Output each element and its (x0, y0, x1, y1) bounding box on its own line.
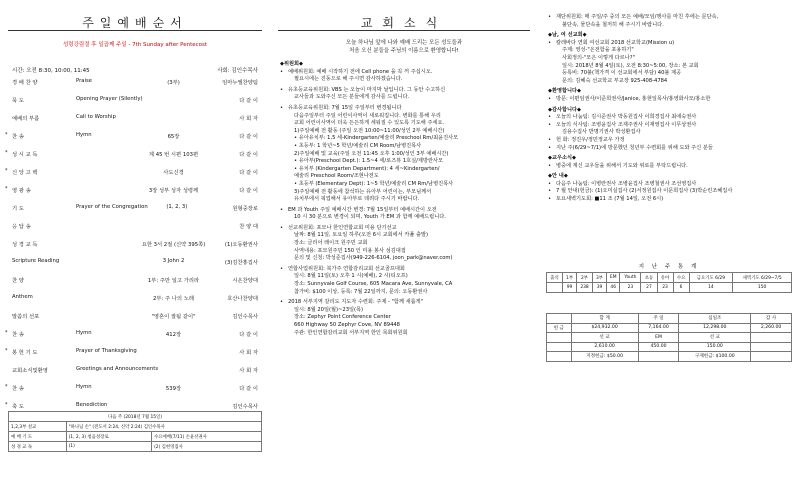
order-item-label: 성 시 교 독 (12, 152, 38, 158)
news-line: 일시: 2018년 8월 4일(토), 오전 8:30~5:00, 장소: 본 교회 (562, 62, 699, 69)
intro-line: 오늘 하나님 앞에 나와 예배 드리는 모든 성도들과 (345, 40, 463, 46)
order-item-english: Greetings and Announcements (76, 366, 159, 372)
order-row (12, 222, 258, 240)
news-line: 10 시 30 분으로 변경이 되며, Youth 가 EM 과 함께 예배드립니다. (294, 214, 446, 221)
committee-section (280, 61, 532, 337)
attendance-value: 23 (657, 283, 673, 293)
schedule-cell: (1) (66, 442, 152, 452)
schedule-cell: (2) 김현영집사 (152, 442, 262, 452)
order-item-english: Prayer of Thanksgiving (76, 348, 137, 354)
attendance-header: 초등 (641, 273, 657, 283)
order-meta (12, 66, 258, 74)
worship-star-marker: * (5, 330, 8, 336)
order-item-leader: 다 같 이 (239, 134, 258, 140)
order-item-label: 봉 헌 기 도 (12, 350, 38, 356)
news-line: 장소: Sunnyvale Golf Course, 605 Macara Ave, Sunnyvale, CA (294, 281, 453, 288)
stats-title: 지 난 주 통 계 (638, 264, 700, 270)
section-heading: ◆교우소식◆ (548, 155, 577, 162)
title-divider (8, 30, 262, 31)
news-item: • 오늘의 나눔팀: 김시준권사 박동원집사 이희경집사 최애숙권사 (548, 114, 792, 122)
order-item-detail: "영혼이 잘됨 같이" (151, 314, 196, 320)
offering-value: $24,932.00 (571, 323, 638, 333)
news-line: 2)주일예배 및 교육(주일 오전 11:45 오후 1:00/성인 3부 예배시간) (294, 150, 449, 157)
order-item-leader: 김인수목사 (232, 404, 258, 410)
church-news (270, 0, 538, 486)
order-row (5, 132, 258, 150)
attendance-header: EM (607, 273, 620, 283)
news-line: 3)주일예배 전 활동에 참석하는 유아부 어린이는, 부모님께서 (294, 188, 432, 195)
order-item-detail: 요한 3서 2절 (신약 395쪽) (141, 242, 206, 248)
offering-header: 십일조 (679, 314, 751, 324)
news-item: • EM 과 Youth 주일 예배시간 변경: 7월 15일부터 예배시간이 오전 (280, 207, 532, 215)
offering-header: 선 교 (679, 333, 751, 343)
offering-value: 구제헌금: $100.00 (679, 352, 751, 362)
section-heading: ◆안 내◆ (548, 173, 568, 180)
order-item-detail: 제 45 번 시편 103편 (148, 152, 199, 158)
offering-value: 지정헌금: $50.00 (571, 352, 638, 362)
news-item: • 유초등교육위원회: 7월 15일 주일부터 변경됩니다 (280, 105, 532, 113)
order-list (0, 78, 270, 420)
offering-header (547, 333, 572, 343)
news-line: 날짜: 8월 11일, 토요일 하루(오전 6시 교회에서 카풀 출발) (294, 232, 429, 239)
worship-star-marker: * (5, 150, 8, 156)
order-item-leader: 호산나찬양대 (227, 296, 258, 302)
order-row (5, 330, 258, 348)
news-line: 김용수집사 반명기권사 박성환집사 (562, 129, 641, 136)
news-line: • 유아유치부: 1,5 세-Kindergarten/예술리 Preschool Rm/최윤진사모 (294, 135, 459, 142)
offering-value: 450.00 (638, 342, 679, 352)
news-divider (278, 30, 530, 31)
news-item: • 7 월 안내(헌금): (1)오미실집사 (2)서정원집사 이문희집사 (3)박순린조혜집사 (548, 188, 792, 196)
attendance-header: 3부 (593, 273, 607, 283)
schedule-cell: (1, 2, 3) 청음성장로 (66, 432, 152, 442)
news-line: 문의: 김혜숙 선교학교 부교장 925-408-4784 (562, 77, 668, 84)
order-item-label: 영 광 송 (12, 188, 31, 194)
news-line: • 유치부 (Kindergarten Department): 4 세~Kindergarten/ (294, 165, 440, 172)
order-item-label: 찬 송 (12, 332, 24, 338)
order-item-leader: (3)김찬홍집사 (224, 260, 258, 266)
news-line: 660 Highway 50 Zephyr Cove, NV 89448 (294, 322, 400, 328)
offering-table (546, 313, 792, 362)
news-item: • 헌 화: 정진우/정민정교우 가정 (548, 137, 792, 145)
order-item-leader: 다 같 이 (239, 386, 258, 392)
welcome-intro (270, 39, 538, 55)
section-heading: ◆남, 여 선교회◆ (548, 32, 587, 39)
worship-star-marker: * (5, 132, 8, 138)
offering-header: EM (638, 333, 679, 343)
order-item-leader: 사 회 자 (239, 350, 258, 356)
order-item-label: 말씀의 선포 (12, 314, 40, 320)
order-item-english: Hymn (76, 132, 92, 138)
order-row (12, 366, 258, 384)
attendance-header: 출석 (547, 273, 563, 283)
order-item-leader: 찬 양 대 (239, 224, 258, 230)
news-line: 사회정의-"모은 이렇게 다르나?" (562, 54, 635, 61)
schedule-header: 다음 주 (2018년 7월 15일) (9, 412, 262, 422)
order-row (12, 204, 258, 222)
attendance-header: 유아 (657, 273, 673, 283)
news-item: • 예배위원회: 예배 시작하기 전에 Cell phone 을 꼭 꺼 주십시오. (280, 69, 532, 77)
order-item-detail: 2부: 주 나의 노래 (153, 296, 194, 302)
order-item-leader: 다 같 이 (239, 170, 258, 176)
order-item-label: 경 배 찬 양 (12, 80, 38, 86)
order-item-leader: 사 회 자 (239, 116, 258, 122)
attendance-header: 새벽기도 6/29~7/5 (733, 273, 792, 283)
order-item-label: 찬 송 (12, 134, 24, 140)
order-item-english: Hymn (76, 384, 92, 390)
order-item-leader: 다 같 이 (239, 98, 258, 104)
order-item-leader: 다 같 이 (239, 188, 258, 194)
right-news (548, 14, 792, 204)
news-line: 1)주일예배 전 활동 (주일 오전 10:00~11:00/성인 2부 예배시간) (294, 127, 445, 134)
order-item-leader: 시온찬양대 (232, 278, 258, 284)
presider: 사회: 김인수목사 (217, 68, 258, 74)
order-item-label: 찬 양 (12, 278, 24, 284)
order-item-leader: (1)오동환권사 (224, 242, 258, 248)
news-line: 예술리 Preschool Room/조현나전도 (294, 173, 379, 180)
offering-value (751, 342, 792, 352)
news-line: 주관: 한인연합감리교회 서부지역 한인 목회위원회 (294, 329, 408, 336)
news-item: • 연합사업위원회: 북가주 연합감리교회 선교골프대회 (280, 266, 532, 274)
order-item-english: Hymn (76, 330, 92, 336)
worship-star-marker: * (5, 348, 8, 354)
order-item-leader: 다 같 이 (239, 332, 258, 338)
news-line: 장소: Zephyr Point Conference Center (294, 314, 391, 321)
order-title: 주일예배순서 (82, 16, 188, 30)
attendance-value: 14 (689, 283, 733, 293)
schedule-cell: 수요예배(7/11) 손윤선권사 (152, 432, 262, 442)
news-line: 사역내용: 포모원주민 150 인 미용 봉사 섬김대접 (294, 247, 406, 254)
order-item-leader: 임마누엘찬양팀 (222, 80, 258, 86)
news-line: 다음주일부터 주일 어린이사역이 새로워집니다. 변화를 통해 우리 (294, 112, 441, 119)
order-item-label: 찬 송 (12, 386, 24, 392)
order-row (12, 312, 258, 330)
order-item-leader: 원형중장로 (232, 206, 258, 212)
offering-value: 150.00 (679, 342, 751, 352)
news-line: • 초등부 (Elementary Dept): 1~5 학년/예술리 CM Rm/남병진목사 (294, 180, 454, 187)
order-item-english: Prayer of the Congregation (76, 204, 148, 210)
order-item-label: 묵 도 (12, 98, 24, 104)
news-item: • 칼레바다 연회 여선교회 2018 선교학교(Mission u) (548, 40, 792, 48)
order-row (12, 276, 258, 294)
attendance-header: 2부 (577, 273, 593, 283)
news-line: 필요시에는 진동으로 해 주시면 감사하겠습니다. (294, 76, 403, 83)
news-item: • 지난 주(6/29~7/1)에 방문했던 청년부 수련회를 위해 도와 주신 분들 (548, 145, 792, 153)
worship-star-marker: * (5, 168, 8, 174)
order-row (5, 384, 258, 402)
order-item-english: Call to Worship (76, 114, 116, 120)
section-heading: ◆환영합니다◆ (548, 88, 582, 95)
schedule-cell: 성 경 교 독 (9, 442, 67, 452)
news-item: • 선교위원회: 포모나 한인연합교회 미용 단기선교 (280, 225, 532, 233)
news-item: • 다음주 나눔팀: 이병란권사 조병윤집사 조병철권사 조선영집사 (548, 181, 792, 189)
order-item-detail: 3장 성부 성자 성령께 (148, 188, 199, 194)
offering-value: 12,298.00 (679, 323, 751, 333)
offering-header: 합 계 (571, 314, 638, 324)
service-time: 시간: 오전 8:30, 10:00, 11:45 (12, 68, 90, 74)
attendance-header: 수요 (673, 273, 689, 283)
order-item-label: 기 도 (12, 206, 24, 212)
worship-star-marker: * (5, 186, 8, 192)
news-line: 참가비: $100 이상, 등록: 7월 22일까지, 문의: 오동환권사 (294, 288, 428, 295)
attendance-value: 6 (673, 283, 689, 293)
order-item-leader: 김인수목사 (232, 314, 258, 320)
offering-value: 7,164.00 (638, 323, 679, 333)
news-item: • 유초등교육위원회: VBS 는 오늘이 마지막 날입니다. 그 동안 수고하신 (280, 87, 532, 95)
news-line: • 유아부(Preschool Dept.): 1.5~4 세/로즈뷰 1호실/제방란사모 (294, 158, 443, 165)
church-news-continued (538, 0, 800, 486)
order-item-detail: 65장 (167, 134, 180, 140)
order-item-label: 응 답 송 (12, 224, 31, 230)
intro-line: 처음 오신 분들을 주님의 이름으로 환영합니다! (349, 48, 459, 54)
order-item-label: 성 경 교 독 (12, 242, 38, 248)
order-item-english: Opening Prayer (Silently) (76, 96, 143, 102)
order-item-detail: 539장 (165, 386, 182, 392)
worship-star-marker: * (5, 402, 8, 408)
attendance-value: 23 (620, 283, 641, 293)
offering-value (638, 352, 679, 362)
order-row (12, 78, 258, 96)
schedule-cell: "하나님 손" (전도서 2:24, 신약 2:24) 김인수목사 (66, 422, 261, 432)
news-line: 등록비: 70불(책가격 이 선교회에서 부담) 40불 제공 (562, 70, 682, 77)
attendance-value: 39 (593, 283, 607, 293)
news-item: • 재단위원회: 매 주일/주 중의 모든 예배/모임/행사를 마친 후에는 문단속, (548, 14, 792, 22)
news-item: • 토요새벽기도회: ■11 조 (7월 14일, 오전 6시) (548, 196, 792, 204)
order-of-worship (0, 0, 270, 486)
attendance-value: 150 (733, 283, 792, 293)
offering-header (751, 333, 792, 343)
order-item-english: Praise (76, 78, 93, 84)
order-item-label: 신 앙 고 백 (12, 170, 38, 176)
offering-value: 2,260.00 (751, 323, 792, 333)
order-item-label: 축 도 (12, 404, 24, 410)
attendance-value (547, 283, 563, 293)
news-line: 교사들과 도와주신 모든 분들에게 감사를 드립니다. (294, 94, 410, 101)
order-item-label: Anthem (12, 294, 33, 300)
order-item-detail: (1, 2, 3) (166, 204, 188, 210)
news-item: • 오늘의 식사팀: 조병윤집사 조재주권사 이재영집사 이무상권사 (548, 122, 792, 130)
order-row (12, 96, 258, 114)
news-line: 주제: 영성-"온전함을 포용하기" (562, 47, 634, 54)
attendance-value: 99 (563, 283, 577, 293)
offering-value: 헌 금 (547, 323, 572, 333)
news-item: • 병중에 계신 교우들을 위해서 기도와 위로를 부탁드립니다. (548, 163, 792, 171)
attendance-table (546, 272, 792, 293)
news-line: 일시: 8월 20일(월)~23일(목) (294, 306, 364, 313)
offering-value (547, 352, 572, 362)
offering-value (547, 342, 572, 352)
order-item-label: 예배의 부름 (12, 116, 40, 122)
order-row (12, 240, 258, 258)
order-row (12, 294, 258, 312)
schedule-cell: 1,2,3부 설교 (9, 422, 67, 432)
attendance-header: 금요기도 6/29 (689, 273, 733, 283)
order-row (5, 348, 258, 366)
order-item-detail: 3 John 2 (162, 258, 185, 264)
order-item-label: 교회소식및환영 (12, 368, 48, 374)
order-item-detail: 사도신경 (163, 170, 184, 176)
offering-header: 선 교 (571, 333, 638, 343)
news-line: 장소: 글리어 레이크 원주민 교회 (294, 240, 368, 247)
order-item-english: Benediction (76, 402, 108, 408)
order-row (5, 168, 258, 186)
order-row (12, 114, 258, 132)
offering-header: 감 사 (751, 314, 792, 324)
order-item-detail: 412장 (165, 332, 182, 338)
attendance-header: 1부 (563, 273, 577, 283)
offering-header (547, 314, 572, 324)
offering-header: 주 일 (638, 314, 679, 324)
news-item: • 2018 서부지역 갈리도 지도자 수련회: 주제 - "함께 새롭게" (280, 299, 532, 307)
news-line: 일시: 8월 11일(토) 오후 1 시(예배), 2 시(티오프) (294, 273, 408, 280)
news-line: • 초등부: 1 학년~5 학년/예술리 CM Room/남병진목사 (294, 142, 422, 149)
section-heading: ◆위원회◆ (280, 61, 304, 67)
section-heading: ◆감사합니다◆ (548, 106, 582, 113)
news-line: 교회 어린이사역이 더욱 든든하게 세워질 수 있도록 기도해 주세요. (294, 120, 445, 127)
attendance-value: 46 (607, 283, 620, 293)
attendance-value: 27 (641, 283, 657, 293)
order-row (12, 258, 258, 276)
order-item-detail: (3부) (167, 80, 180, 86)
order-row (5, 186, 258, 204)
order-item-leader: 사 회 자 (239, 368, 258, 374)
news-line: 불단속, 물단속을 철저히 해 주시기 바랍니다. (562, 21, 664, 28)
news-line: 유치부에서 픽업해서 유아부로 데려다 주시기 바랍니다. (294, 196, 420, 203)
order-item-detail: 1부: 주만 일고 가리라 (147, 278, 200, 284)
news-line: 문의 및 신청: 박성준집사(949-226-6104, joon_park@naver.com) (294, 255, 453, 262)
offering-value (751, 352, 792, 362)
order-row (5, 150, 258, 168)
order-item-label: Scripture Reading (12, 258, 60, 264)
news-title: 교회소식 (360, 16, 448, 30)
next-week-schedule (8, 411, 262, 452)
worship-star-marker: * (5, 384, 8, 390)
offering-value: 2,610.00 (571, 342, 638, 352)
news-item: • 방문: 이편임권사/이준희권사/Janice, 홍현일목사/홍영화사모/홍소한 (548, 96, 792, 104)
order-subtitle: 성령강림절 후 일곱째 주일 - 7th Sunday after Pentecost (62, 42, 208, 48)
schedule-cell: 예 배 기 도 (9, 432, 67, 442)
attendance-header: Youth (620, 273, 641, 283)
order-item-leader: 다 같 이 (239, 152, 258, 158)
attendance-value: 238 (577, 283, 593, 293)
